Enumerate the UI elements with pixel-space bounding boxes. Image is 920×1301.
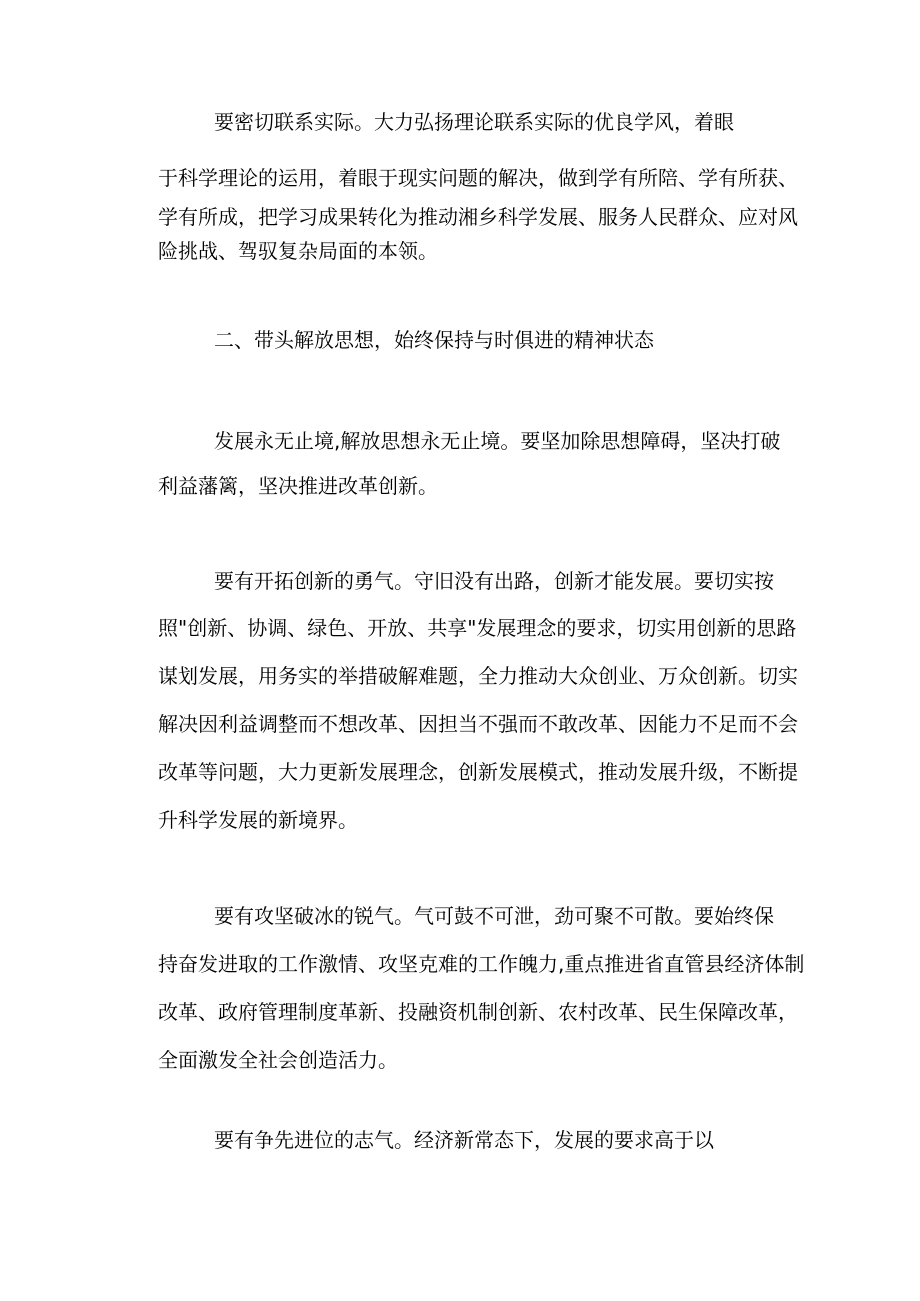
paragraph-line: 改革、政府管理制度革新、投融资机制创新、农村改革、民生保障改革， <box>158 1000 798 1024</box>
paragraph-line: 改革等问题，大力更新发展理念，创新发展模式，推动发展升级，不断提 <box>158 760 798 784</box>
section-heading: 二、带头解放思想，始终保持与时俱进的精神状态 <box>214 328 654 352</box>
paragraph-line: 要有争先进位的志气。经济新常态下，发展的要求高于以 <box>214 1128 714 1152</box>
paragraph-line: 利益藩篱，坚决推进改革创新。 <box>158 474 438 498</box>
paragraph-line: 谋划发展，用务实的举措破解难题，全力推动大众创业、万众创新。切实 <box>158 664 798 688</box>
paragraph-line: 全面激发全社会创造活力。 <box>158 1048 398 1072</box>
paragraph-line: 学有所成，把学习成果转化为推动湘乡科学发展、服务人民群众、应对风 <box>158 205 798 229</box>
paragraph-line: 险挑战、驾驭复杂局面的本领。 <box>158 239 438 263</box>
paragraph-line: 持奋发进取的工作激情、攻坚克难的工作魄力,重点推进省直管县经济体制 <box>158 952 805 976</box>
paragraph-line: 解决因利益调整而不想改革、因担当不强而不敢改革、因能力不足而不会 <box>158 712 798 736</box>
paragraph-line: 升科学发展的新境界。 <box>158 808 358 832</box>
paragraph-line: 要有开拓创新的勇气。守旧没有出路，创新才能发展。要切实按 <box>214 569 774 593</box>
paragraph-line: 于科学理论的运用，着眼于现实问题的解决，做到学有所陪、学有所获、 <box>158 166 798 190</box>
paragraph-line: 发展永无止境,解放思想永无止境。要坚加除思想障碍，坚决打破 <box>214 429 781 453</box>
paragraph-line: 照"创新、协调、绿色、开放、共享"发展理念的要求，切实用创新的思路 <box>158 616 797 640</box>
paragraph-line: 要密切联系实际。大力弘扬理论联系实际的优良学风，着眼 <box>214 110 734 134</box>
paragraph-line: 要有攻坚破冰的锐气。气可鼓不可泄，劲可聚不可散。要始终保 <box>214 904 774 928</box>
